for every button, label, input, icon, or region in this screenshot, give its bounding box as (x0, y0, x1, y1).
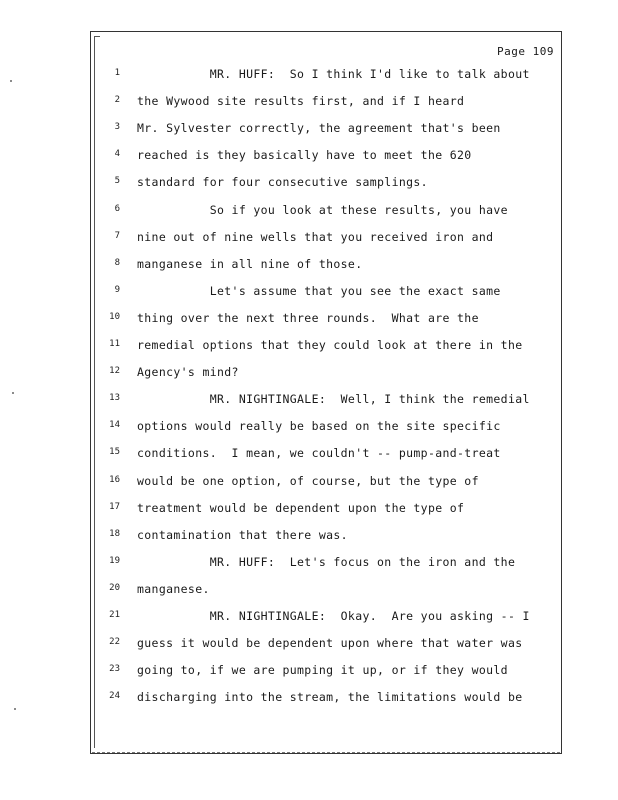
margin-rule (94, 36, 95, 748)
transcript-line (100, 311, 550, 327)
transcript-line (100, 582, 550, 598)
line-number: 14 (109, 420, 120, 431)
line-number: 10 (109, 311, 120, 322)
transcript-line (100, 338, 550, 354)
line-text: manganese in all nine of those. (137, 256, 363, 271)
bottom-rule (92, 752, 560, 753)
line-text: standard for four consecutive samplings. (137, 175, 428, 190)
line-text: MR. HUFF: So I think I'd like to talk about (137, 67, 530, 81)
line-number: 2 (114, 95, 120, 106)
line-number: 22 (109, 637, 120, 648)
line-number: 13 (109, 393, 120, 404)
transcript-line (100, 446, 550, 462)
transcript-line (100, 175, 550, 191)
page-number: Page 109 (497, 45, 554, 58)
transcript-line (100, 148, 550, 164)
line-text: MR. NIGHTINGALE: Well, I think the remedial (137, 392, 530, 407)
line-number: 9 (114, 284, 120, 295)
line-text: conditions. I mean, we couldn't -- pump-and-treat (137, 446, 501, 461)
line-text: going to, if we are pumping it up, or if they would (137, 663, 508, 678)
transcript-line (100, 392, 550, 408)
transcript-line (100, 501, 550, 517)
transcript-line (100, 609, 550, 625)
line-text: remedial options that they could look at there in the (137, 338, 523, 352)
line-number: 8 (114, 257, 120, 268)
line-number: 24 (109, 691, 120, 702)
line-number: 11 (109, 339, 120, 349)
line-number: 5 (114, 176, 120, 187)
transcript-line (100, 555, 550, 571)
line-number: 1 (114, 68, 120, 78)
scan-speck (10, 80, 12, 82)
line-number: 15 (109, 447, 120, 458)
line-text: manganese. (137, 581, 210, 596)
line-number: 16 (109, 474, 120, 485)
transcript-line (100, 203, 550, 219)
line-number: 21 (109, 610, 120, 620)
transcript-line (100, 663, 550, 679)
line-number: 7 (114, 230, 120, 241)
transcript-line (100, 474, 550, 490)
scan-speck (14, 708, 16, 710)
line-text: nine out of nine wells that you received iron and (137, 229, 494, 244)
line-text: treatment would be dependent upon the type of (137, 500, 465, 515)
scan-speck (12, 392, 14, 394)
line-text: Let's assume that you see the exact same (137, 283, 501, 298)
line-text: the Wywood site results first, and if I heard (137, 94, 465, 109)
line-number: 19 (109, 555, 120, 566)
transcript-line (100, 419, 550, 435)
line-number: 12 (109, 366, 120, 377)
transcript-line (100, 690, 550, 706)
transcript-line (100, 636, 550, 652)
line-number: 23 (109, 664, 120, 675)
line-text: contamination that there was. (137, 527, 348, 542)
transcript-line (100, 67, 550, 83)
line-text: Agency's mind? (137, 365, 239, 380)
line-number: 6 (114, 203, 120, 214)
transcript-line (100, 257, 550, 273)
transcript-line (100, 284, 550, 300)
transcript-line (100, 121, 550, 137)
transcript-line (100, 230, 550, 246)
line-text: MR. HUFF: Let's focus on the iron and the (137, 554, 516, 569)
transcript-line (100, 94, 550, 110)
line-number: 20 (109, 582, 120, 593)
line-text: options would really be based on the site specific (137, 419, 501, 434)
line-text: So if you look at these results, you have (137, 202, 508, 217)
transcript-line (100, 528, 550, 544)
line-number: 17 (109, 501, 120, 512)
line-text: would be one option, of course, but the type of (137, 473, 479, 488)
line-text: thing over the next three rounds. What are the (137, 310, 479, 325)
line-number: 4 (114, 149, 120, 160)
line-text: guess it would be dependent upon where that water was (137, 636, 523, 651)
line-text: discharging into the stream, the limitations would be (137, 690, 523, 705)
line-number: 3 (114, 122, 120, 133)
corner-tick (94, 36, 100, 37)
line-text: MR. NIGHTINGALE: Okay. Are you asking -- I (137, 609, 530, 623)
line-text: Mr. Sylvester correctly, the agreement that's been (137, 121, 501, 136)
transcript-line (100, 365, 550, 381)
line-text: reached is they basically have to meet the 620 (137, 148, 472, 163)
line-number: 18 (109, 528, 120, 539)
